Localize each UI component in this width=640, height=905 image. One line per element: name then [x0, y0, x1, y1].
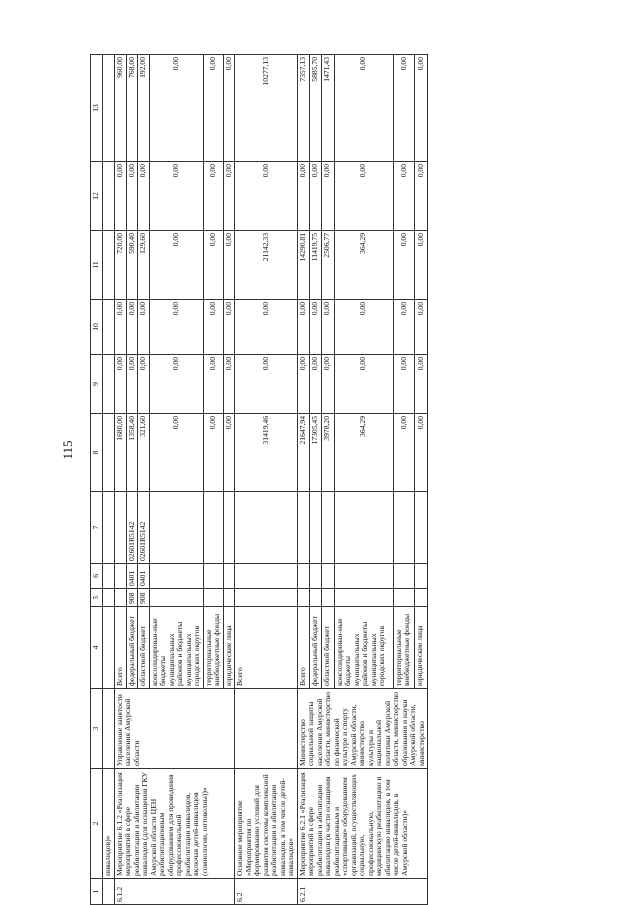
value-cell: 364,29 — [334, 231, 393, 300]
value-cell: 31419,46 — [235, 414, 298, 492]
value-cell: 0,00 — [334, 55, 393, 162]
value-cell: 0,00 — [223, 355, 235, 414]
header-cell: 1 — [91, 879, 103, 905]
value-cell: 0,00 — [203, 162, 223, 231]
value-cell: 0,00 — [393, 231, 415, 300]
value-cell: 0,00 — [309, 355, 322, 414]
value-cell: 0,00 — [149, 300, 203, 355]
page-number: 115 — [60, 440, 75, 460]
value-cell: 0,00 — [309, 162, 322, 231]
value-cell: 17305,45 — [309, 414, 322, 492]
value-cell: 0,00 — [309, 300, 322, 355]
value-cell: 0,00 — [297, 300, 309, 355]
value-cell: 0,00 — [393, 162, 415, 231]
value-cell: 0,00 — [223, 414, 235, 492]
value-cell: 0,00 — [126, 355, 138, 414]
value-cell: 0,00 — [149, 355, 203, 414]
header-cell: 5 — [91, 589, 103, 607]
table-row — [235, 55, 298, 905]
table-row — [297, 55, 309, 905]
value-cell: 129,60 — [138, 231, 150, 300]
value-cell: 1358,40 — [126, 414, 138, 492]
item-number: 6.1.2 — [114, 879, 235, 905]
value-cell: 0,00 — [415, 55, 428, 162]
source-cell: юридические лица — [223, 607, 235, 689]
value-cell: 0,00 — [203, 55, 223, 162]
source-cell: юридические лица — [415, 607, 428, 689]
value-cell: 960,00 — [114, 55, 126, 162]
header-cell: 12 — [91, 162, 103, 231]
value-cell: 0,00 — [203, 414, 223, 492]
value-cell: 768,00 — [126, 55, 138, 162]
value-cell: 0,00 — [149, 162, 203, 231]
value-cell: 0,00 — [415, 300, 428, 355]
value-cell: 0,00 — [126, 300, 138, 355]
value-cell: 0,00 — [138, 162, 150, 231]
value-cell: 2506,77 — [322, 231, 335, 300]
value-cell: 0,00 — [415, 414, 428, 492]
value-cell: 0,00 — [322, 355, 335, 414]
header-cell: 13 — [91, 55, 103, 162]
item-executor — [235, 689, 298, 769]
value-cell: 0,00 — [297, 162, 309, 231]
item-number: 6.2 — [235, 879, 298, 905]
value-cell: 0,00 — [149, 55, 203, 162]
value-cell: 0,00 — [415, 231, 428, 300]
value-cell: 0,00 — [203, 355, 223, 414]
column-number-row — [91, 55, 103, 905]
item-name: Основное мероприятие «Мероприятия по формированию условий для развития системы комплексной реабилитации и абилитации инвалидов, в том числе детей-инвалидов» — [235, 769, 298, 879]
value-cell: 0,00 — [393, 355, 415, 414]
item-executor: Министерство социальной защиты населения Амурской области, министерство по физической культуре и спорту Амурской области, министерство культуры и национальной политики Амурской области, министерство образования и науки Амурской области, министерство — [297, 689, 428, 769]
value-cell: 0,00 — [393, 55, 415, 162]
header-cell: 8 — [91, 414, 103, 492]
value-cell: 0,00 — [297, 355, 309, 414]
value-cell: 0,00 — [223, 300, 235, 355]
value-cell: 0,00 — [114, 355, 126, 414]
header-cell: 3 — [91, 689, 103, 769]
header-cell: 2 — [91, 769, 103, 879]
value-cell: 0,00 — [415, 355, 428, 414]
value-cell: 0,00 — [334, 300, 393, 355]
value-cell: 0,00 — [334, 355, 393, 414]
value-cell: 14290,81 — [297, 231, 309, 300]
source-cell: консолидирован-ные бюджеты муниципальных районов и бюджеты муниципальных городских округов — [149, 607, 203, 689]
source-cell: федеральный бюджет — [309, 607, 322, 689]
header-cell: 10 — [91, 300, 103, 355]
value-cell: 3978,20 — [322, 414, 335, 492]
source-cell: Всего — [297, 607, 309, 689]
value-cell: 590,40 — [126, 231, 138, 300]
table-row: областной бюджет 908 0401 02601R5142 321,60 0,00 0,00 129,60 0,00 192,00 — [138, 55, 150, 905]
value-cell: 0,00 — [203, 231, 223, 300]
table-row: федеральный бюджет 908 0401 02601R5142 1358,40 0,00 0,00 590,40 0,00 768,00 — [126, 55, 138, 905]
value-cell: 0,00 — [114, 300, 126, 355]
value-cell: 0,00 — [334, 162, 393, 231]
value-cell: 0,00 — [223, 231, 235, 300]
value-cell: 7357,13 — [297, 55, 309, 162]
value-cell: 10277,13 — [235, 55, 298, 162]
value-cell: 0,00 — [126, 162, 138, 231]
source-cell: территориальные внебюджетные фонды — [203, 607, 223, 689]
item-name: Мероприятие 6.2.1 «Реализация мероприятий в сфере реабилитации и абилитации инвалидов (в части оснащения реабилитационным и «спортивным» оборудованием организаций, осуществляющих социальную, профессиональную, медицинскую реабилитацию и абилитацию инвалидов, в том числе детей-инвалидов, в Амурской области)» — [297, 769, 428, 879]
header-cell: 11 — [91, 231, 103, 300]
source-cell: Всего — [114, 607, 126, 689]
header-cell: 6 — [91, 564, 103, 589]
value-cell: 11419,75 — [309, 231, 322, 300]
header-cell: 9 — [91, 355, 103, 414]
value-cell: 720,00 — [114, 231, 126, 300]
value-cell: 0,00 — [235, 162, 298, 231]
source-cell: территориальные внебюджетные фонды — [393, 607, 415, 689]
value-cell: 0,00 — [114, 162, 126, 231]
budget-table — [90, 54, 428, 905]
value-cell: 0,00 — [223, 55, 235, 162]
value-cell: 0,00 — [149, 414, 203, 492]
item-executor: Управление занятости населения Амурской области — [114, 689, 235, 769]
source-cell: Всего — [235, 607, 298, 689]
value-cell: 0,00 — [235, 355, 298, 414]
value-cell: 0,00 — [415, 162, 428, 231]
value-cell: 21647,94 — [297, 414, 309, 492]
value-cell: 0,00 — [235, 300, 298, 355]
rotated-page-content — [90, 57, 540, 905]
value-cell: 0,00 — [223, 162, 235, 231]
source-cell: федеральный бюджет — [126, 607, 138, 689]
item-name: Мероприятие 6.1.2 «Реализация мероприятий в сфере реабилитации и абилитации инвалидов (для оснащения ГКУ Амурской области ЦЕН реабилитационным оборудованием для проведения профессиональной реабилитации инвалидов, включая детей-инвалидов (сомнологии, оптоволны))» — [114, 769, 235, 879]
value-cell: 364,29 — [334, 414, 393, 492]
value-cell: 0,00 — [138, 355, 150, 414]
table-row — [114, 55, 126, 905]
table-viewport — [90, 57, 540, 905]
value-cell: 0,00 — [393, 300, 415, 355]
header-cell: 4 — [91, 607, 103, 689]
value-cell: 321,60 — [138, 414, 150, 492]
value-cell: 0,00 — [149, 231, 203, 300]
carry-over-text: инвалидов)» — [102, 769, 114, 879]
source-cell: областной бюджет — [322, 607, 335, 689]
value-cell: 0,00 — [322, 162, 335, 231]
header-cell: 7 — [91, 492, 103, 564]
source-cell: консолидирован-ные бюджеты муниципальных районов и бюджеты муниципальных городских округов — [334, 607, 393, 689]
value-cell: 0,00 — [203, 300, 223, 355]
value-cell: 5885,70 — [309, 55, 322, 162]
item-number: 6.2.1 — [297, 879, 428, 905]
source-cell: областной бюджет — [138, 607, 150, 689]
value-cell: 0,00 — [322, 300, 335, 355]
value-cell: 1680,00 — [114, 414, 126, 492]
value-cell: 21142,33 — [235, 231, 298, 300]
carry-over-row — [102, 55, 114, 905]
value-cell: 1471,43 — [322, 55, 335, 162]
value-cell: 192,00 — [138, 55, 150, 162]
value-cell: 0,00 — [393, 414, 415, 492]
value-cell: 0,00 — [138, 300, 150, 355]
